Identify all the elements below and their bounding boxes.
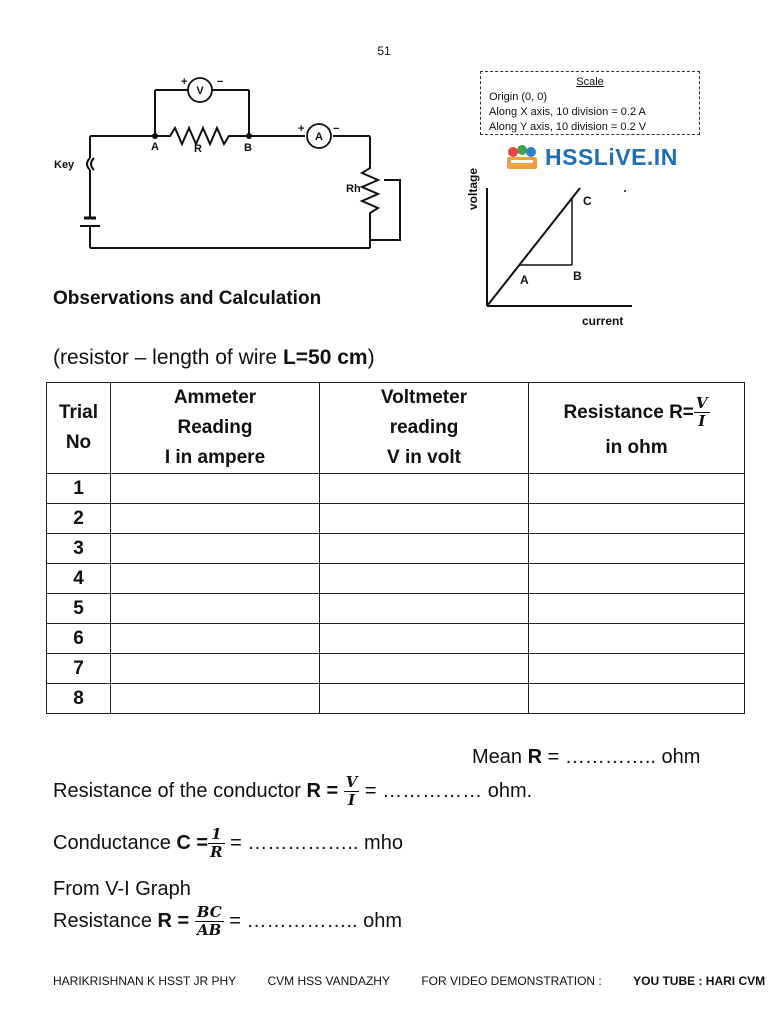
cell-resistance[interactable] bbox=[529, 534, 745, 564]
table-row bbox=[47, 564, 745, 594]
ammeter-symbol: A bbox=[315, 131, 323, 143]
ammeter-plus: + bbox=[298, 123, 305, 135]
table-row bbox=[47, 534, 745, 564]
cell-ammeter-reading[interactable] bbox=[111, 504, 320, 534]
mean-resistance: Mean R = ………….. ohm bbox=[472, 746, 701, 768]
header-voltmeter: Voltmeter reading V in volt bbox=[320, 383, 529, 474]
cell-trial-no: 7 bbox=[47, 654, 111, 684]
footer-school: CVM HSS VANDAZHY bbox=[267, 974, 390, 988]
page-footer bbox=[53, 974, 765, 988]
voltmeter-symbol: V bbox=[196, 85, 204, 97]
header-ammeter: Ammeter Reading I in ampere bbox=[111, 383, 320, 474]
vi-graph bbox=[462, 158, 652, 333]
graph-ylabel: voltage bbox=[466, 167, 480, 210]
observation-table bbox=[46, 382, 745, 714]
scale-box bbox=[480, 71, 700, 135]
header-resistance: Resistance R= $\frac{V}{I}$ in ohm bbox=[529, 383, 745, 474]
table-row bbox=[47, 624, 745, 654]
cell-trial-no: 4 bbox=[47, 564, 111, 594]
cell-ammeter-reading[interactable] bbox=[111, 684, 320, 714]
ammeter-minus: − bbox=[333, 123, 340, 135]
cell-resistance[interactable] bbox=[529, 684, 745, 714]
resistance-formula: Resistance of the conductor R = $\frac{V}{I}$ = …………… ohm. bbox=[53, 773, 533, 809]
cell-voltmeter-reading[interactable] bbox=[320, 474, 529, 504]
cell-voltmeter-reading[interactable] bbox=[320, 654, 529, 684]
scale-origin: Origin (0, 0) bbox=[489, 91, 548, 103]
cell-resistance[interactable] bbox=[529, 654, 745, 684]
graph-subheading: From V-I Graph bbox=[53, 878, 191, 900]
table-row bbox=[47, 594, 745, 624]
key-label: Key bbox=[54, 159, 75, 171]
scale-title: Scale bbox=[576, 76, 604, 88]
cell-resistance[interactable] bbox=[529, 594, 745, 624]
cell-ammeter-reading[interactable] bbox=[111, 534, 320, 564]
header-trial: Trial No bbox=[47, 383, 111, 474]
graph-point-b: B bbox=[573, 269, 582, 283]
cell-ammeter-reading[interactable] bbox=[111, 474, 320, 504]
cell-ammeter-reading[interactable] bbox=[111, 564, 320, 594]
cell-trial-no: 6 bbox=[47, 624, 111, 654]
table-row bbox=[47, 654, 745, 684]
logo-text: HSSLiVE.IN bbox=[545, 143, 678, 170]
footer-author: HARIKRISHNAN K HSST JR PHY bbox=[53, 974, 237, 988]
cell-voltmeter-reading[interactable] bbox=[320, 684, 529, 714]
subheading: (resistor – length of wire L=50 cm) bbox=[53, 346, 375, 369]
graph-point-c: C bbox=[583, 194, 592, 208]
scale-y-axis: Along Y axis, 10 division = 0.2 V bbox=[489, 121, 647, 133]
v-over-i-fraction: $\frac{V}{I}$ bbox=[345, 773, 358, 809]
cell-voltmeter-reading[interactable] bbox=[320, 564, 529, 594]
cell-resistance[interactable] bbox=[529, 624, 745, 654]
cell-voltmeter-reading[interactable] bbox=[320, 624, 529, 654]
wire-length: L=50 cm bbox=[282, 346, 368, 369]
section-heading: Observations and Calculation bbox=[53, 288, 322, 309]
cell-trial-no: 1 bbox=[47, 474, 111, 504]
resistor-label: R bbox=[194, 143, 202, 155]
resistance-fraction: $\frac{V}{I}$ bbox=[695, 394, 708, 431]
cell-resistance[interactable] bbox=[529, 504, 745, 534]
cell-ammeter-reading[interactable] bbox=[111, 594, 320, 624]
scale-x-axis: Along X axis, 10 division = 0.2 A bbox=[489, 106, 646, 118]
table-row bbox=[47, 684, 745, 714]
bc-over-ab-fraction: $\frac{BC}{AB}$ bbox=[196, 903, 222, 939]
cell-trial-no: 8 bbox=[47, 684, 111, 714]
rheostat-label: Rh bbox=[346, 183, 361, 195]
voltmeter-minus: − bbox=[217, 76, 224, 88]
table-header-row bbox=[47, 383, 745, 474]
footer-video: FOR VIDEO DEMONSTRATION : YOU TUBE : HARI CVM bbox=[421, 974, 766, 988]
cell-resistance[interactable] bbox=[529, 564, 745, 594]
table-row bbox=[47, 474, 745, 504]
circuit-diagram bbox=[50, 70, 410, 260]
graph-point-a: A bbox=[520, 273, 529, 287]
graph-xlabel: current bbox=[582, 314, 624, 328]
cell-ammeter-reading[interactable] bbox=[111, 654, 320, 684]
voltmeter-plus: + bbox=[181, 76, 188, 88]
circuit-point-b: B bbox=[244, 142, 252, 154]
cell-trial-no: 3 bbox=[47, 534, 111, 564]
conductance-formula: Conductance C = $\frac{1}{R}$ = …………….. mho bbox=[53, 825, 403, 861]
cell-ammeter-reading[interactable] bbox=[111, 624, 320, 654]
graph-resistance-formula: Resistance R = $\frac{BC}{AB}$ = …………….. ohm bbox=[53, 903, 403, 939]
one-over-r-fraction: $\frac{1}{R}$ bbox=[210, 825, 223, 861]
cell-voltmeter-reading[interactable] bbox=[320, 594, 529, 624]
cell-resistance[interactable] bbox=[529, 474, 745, 504]
cell-trial-no: 5 bbox=[47, 594, 111, 624]
cell-voltmeter-reading[interactable] bbox=[320, 504, 529, 534]
cell-trial-no: 2 bbox=[47, 504, 111, 534]
page-number: 51 bbox=[377, 44, 391, 58]
cell-voltmeter-reading[interactable] bbox=[320, 534, 529, 564]
table-row bbox=[47, 504, 745, 534]
circuit-point-a: A bbox=[151, 141, 159, 153]
